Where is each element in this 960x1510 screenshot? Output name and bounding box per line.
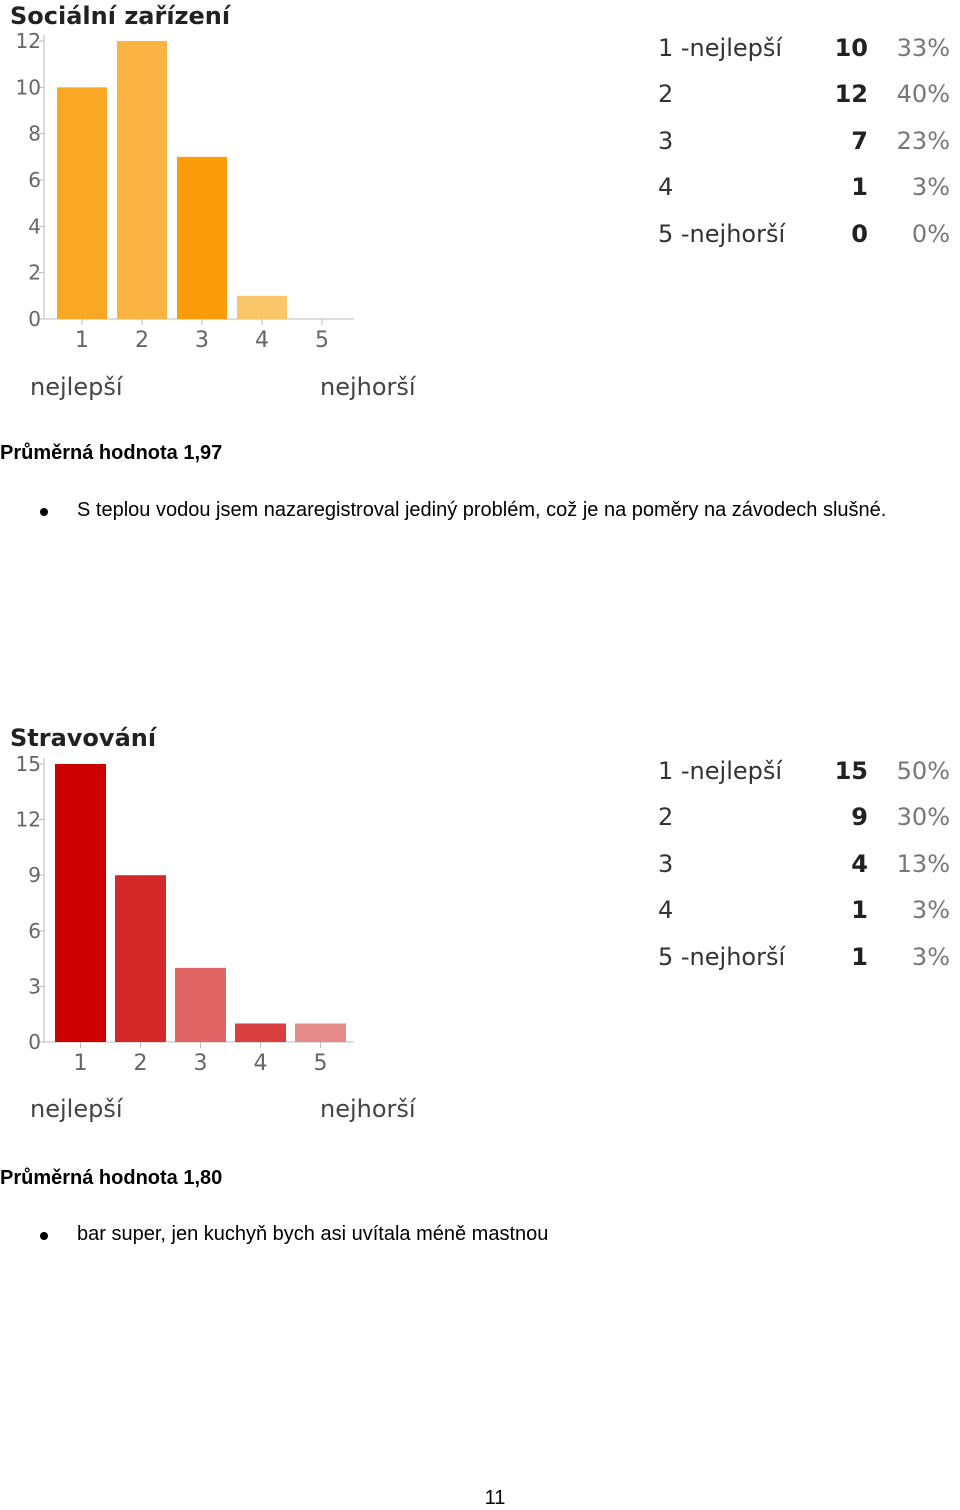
x-tick-label: 4 — [253, 1051, 268, 1076]
survey-section-catering — [0, 722, 960, 1262]
y-tick-label: 9 — [28, 863, 41, 888]
stats-row — [658, 751, 958, 791]
stats-row — [658, 890, 958, 930]
stats-row — [658, 214, 958, 254]
catering-average: Průměrná hodnota 1,80 — [0, 1167, 223, 1189]
stats-label: 5 -nejhorší — [658, 219, 786, 248]
stats-row — [658, 121, 958, 161]
stats-percent: 30% — [896, 803, 950, 832]
stats-count: 0 — [851, 219, 868, 248]
x-tick-label: 2 — [135, 328, 149, 353]
stats-row — [658, 797, 958, 837]
worst-end-label: nejhorší — [320, 1095, 416, 1123]
hygiene-stats-table — [658, 28, 958, 258]
stats-count: 9 — [851, 803, 868, 832]
bar-2 — [117, 41, 167, 319]
stats-percent: 13% — [896, 849, 950, 878]
x-tick-label: 3 — [193, 1051, 208, 1076]
hygiene-bar-chart — [0, 0, 440, 410]
stats-count: 1 — [851, 173, 868, 202]
hygiene-average: Průměrná hodnota 1,97 — [0, 442, 223, 464]
stats-row — [658, 937, 958, 977]
stats-row — [658, 28, 958, 68]
y-tick-label: 0 — [28, 307, 41, 331]
comment-text: bar super, jen kuchyň bych asi uvítala méně mastnou — [77, 1223, 549, 1245]
stats-count: 10 — [834, 34, 868, 62]
y-tick-label: 15 — [15, 752, 41, 776]
catering-comment — [0, 1223, 960, 1249]
x-tick-label: 5 — [315, 328, 329, 353]
stats-row — [658, 74, 958, 114]
stats-percent: 33% — [896, 34, 950, 62]
x-tick-label: 5 — [313, 1051, 328, 1076]
chart-title: Sociální zařízení — [10, 2, 231, 30]
y-tick-label: 0 — [28, 1030, 41, 1054]
bar-4 — [237, 296, 287, 319]
stats-label: 3 — [658, 849, 674, 878]
y-tick-label: 3 — [28, 974, 41, 999]
stats-label: 4 — [658, 896, 674, 925]
catering-bar-chart — [0, 722, 440, 1132]
x-tick-label: 1 — [73, 1051, 88, 1076]
y-tick-label: 8 — [28, 121, 41, 146]
stats-label: 1 -nejlepší — [658, 757, 783, 785]
y-tick-label: 6 — [28, 168, 41, 192]
stats-label: 2 — [658, 803, 674, 832]
stats-percent: 23% — [896, 126, 950, 155]
hygiene-comment — [0, 499, 960, 525]
x-tick-label: 4 — [255, 328, 269, 353]
stats-percent: 3% — [911, 942, 950, 971]
stats-percent: 3% — [911, 896, 950, 925]
x-tick-label: 1 — [75, 328, 89, 353]
stats-percent: 3% — [911, 173, 950, 202]
y-tick-label: 10 — [15, 75, 41, 100]
stats-count: 15 — [834, 757, 868, 785]
y-tick-label: 6 — [28, 918, 41, 943]
bar-1 — [55, 764, 106, 1042]
stats-label: 1 -nejlepší — [658, 34, 783, 62]
y-tick-label: 12 — [15, 807, 41, 832]
catering-stats-table — [658, 751, 958, 981]
survey-section-hygiene — [0, 0, 960, 560]
stats-row — [658, 844, 958, 884]
comment-text: S teplou vodou jsem nazaregistroval jediný problém, což je na poměry na závodech slušné. — [77, 499, 887, 521]
stats-label: 3 — [658, 126, 674, 155]
y-tick-label: 2 — [28, 260, 41, 285]
stats-percent: 50% — [896, 757, 950, 785]
bullet-icon — [40, 508, 48, 516]
stats-count: 12 — [834, 80, 868, 109]
worst-end-label: nejhorší — [320, 373, 416, 401]
x-tick-label: 2 — [133, 1051, 148, 1076]
best-end-label: nejlepší — [30, 1095, 123, 1123]
stats-label: 5 -nejhorší — [658, 942, 786, 971]
bar-3 — [175, 968, 226, 1042]
bar-1 — [57, 87, 107, 319]
y-tick-label: 4 — [28, 214, 41, 239]
stats-count: 1 — [851, 896, 868, 925]
stats-label: 2 — [658, 80, 674, 109]
bar-3 — [177, 157, 227, 319]
page-number: 11 — [484, 1487, 506, 1509]
x-tick-label: 3 — [195, 328, 209, 353]
stats-count: 1 — [851, 942, 868, 971]
best-end-label: nejlepší — [30, 373, 123, 401]
stats-count: 7 — [851, 126, 868, 155]
stats-row — [658, 167, 958, 207]
stats-percent: 0% — [911, 219, 950, 248]
y-tick-label: 12 — [15, 29, 41, 53]
bar-4 — [235, 1023, 286, 1042]
bar-5 — [295, 1023, 346, 1042]
bullet-icon — [40, 1232, 48, 1240]
stats-percent: 40% — [896, 80, 950, 109]
stats-label: 4 — [658, 173, 674, 202]
bar-2 — [115, 875, 166, 1042]
stats-count: 4 — [851, 849, 868, 878]
chart-title: Stravování — [10, 724, 157, 752]
